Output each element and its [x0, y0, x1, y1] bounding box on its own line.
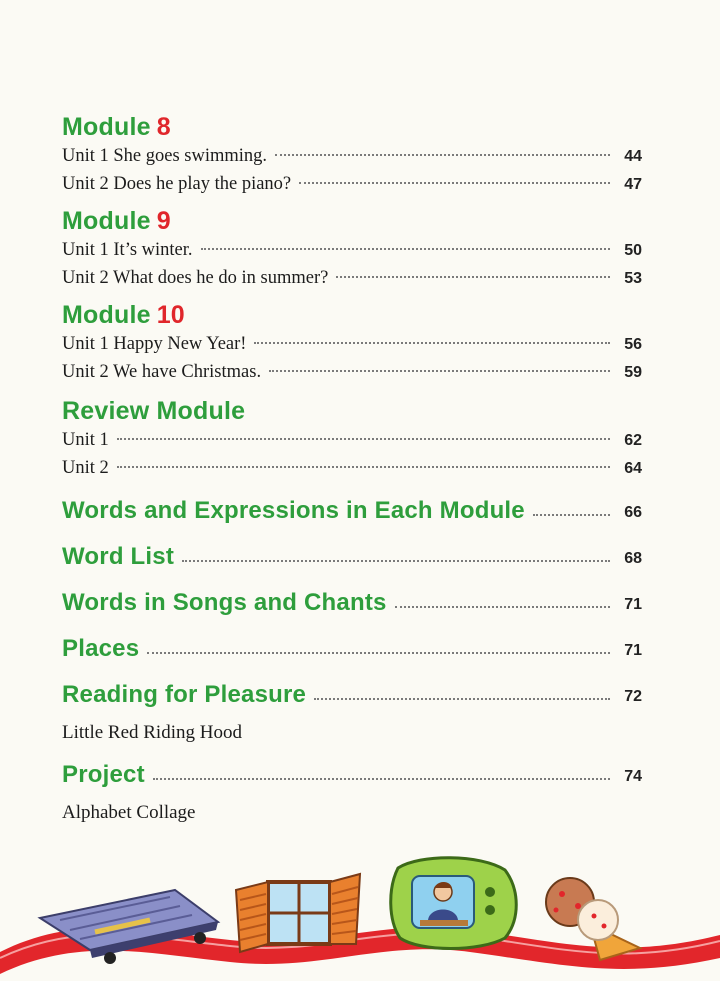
dot-leader: [275, 154, 610, 156]
section-label: Word List: [62, 543, 175, 570]
dot-leader: [117, 438, 610, 440]
page-number: 64: [624, 460, 642, 477]
section-label: Reading for Pleasure: [62, 681, 307, 708]
page-number: 62: [624, 432, 642, 449]
module-label: Module: [62, 207, 151, 235]
toc-entry-review-unit-1[interactable]: [62, 426, 642, 454]
dot-leader: [269, 370, 610, 372]
toc-entry-module-9-unit-1[interactable]: [62, 236, 642, 264]
toc-section-reading-for-pleasure[interactable]: [62, 672, 642, 718]
module-label: Module: [62, 301, 151, 329]
toc-entry-module-9-unit-2[interactable]: [62, 264, 642, 292]
toc-section-words-and-expressions[interactable]: [62, 488, 642, 534]
module-9-heading: [62, 206, 642, 236]
dot-leader: [117, 466, 610, 468]
toc-entry-review-unit-2[interactable]: [62, 454, 642, 482]
page-number: 74: [624, 768, 642, 785]
toc-section-words-in-songs[interactable]: [62, 580, 642, 626]
television-icon: [391, 858, 517, 949]
module-8-heading: [62, 112, 642, 142]
toc-list: [62, 112, 642, 832]
module-number: 10: [156, 301, 185, 329]
section-label: Words in Songs and Chants: [62, 589, 387, 616]
dot-leader: [182, 560, 610, 562]
entry-label: Unit 2 We have Christmas.: [62, 362, 262, 382]
section-label: Words and Expressions in Each Module: [62, 497, 525, 524]
module-number: 9: [156, 207, 171, 235]
entry-label: Unit 1 She goes swimming.: [62, 146, 268, 166]
page-number: 50: [624, 242, 642, 259]
entry-label: Unit 1 It’s winter.: [62, 240, 193, 260]
section-label: Project: [62, 761, 145, 788]
page-number: 56: [624, 336, 642, 353]
page-number: 71: [624, 642, 642, 659]
toc-entry-module-8-unit-2[interactable]: [62, 170, 642, 198]
dot-leader: [314, 698, 610, 700]
page-number: 47: [624, 176, 642, 193]
toc-section-places[interactable]: [62, 626, 642, 672]
entry-label: Unit 2: [62, 458, 109, 478]
section-label: Places: [62, 635, 140, 662]
dot-leader: [336, 276, 610, 278]
entry-label: Unit 2 What does he do in summer?: [62, 268, 329, 288]
dot-leader: [395, 606, 610, 608]
entry-label: Unit 1 Happy New Year!: [62, 334, 247, 354]
review-module-heading: Review Module: [62, 397, 246, 425]
dot-leader: [201, 248, 610, 250]
toc-section-project[interactable]: [62, 752, 642, 798]
reading-subtitle: Little Red Riding Hood: [62, 722, 242, 743]
page-number: 71: [624, 596, 642, 613]
toc-entry-module-10-unit-2[interactable]: [62, 358, 642, 386]
window-icon: [236, 874, 360, 952]
decorative-illustration: [0, 840, 720, 981]
dot-leader: [533, 514, 610, 516]
page-number: 44: [624, 148, 642, 165]
page-number: 72: [624, 688, 642, 705]
toc-entry-module-10-unit-1[interactable]: [62, 330, 642, 358]
page-number: 53: [624, 270, 642, 287]
page-number: 68: [624, 550, 642, 567]
toc-section-word-list[interactable]: [62, 534, 642, 580]
dot-leader: [299, 182, 610, 184]
module-10-heading: [62, 300, 642, 330]
page-number: 66: [624, 504, 642, 521]
dot-leader: [254, 342, 610, 344]
module-number: 8: [156, 113, 171, 141]
project-subtitle: Alphabet Collage: [62, 802, 196, 823]
entry-label: Unit 2 Does he play the piano?: [62, 174, 292, 194]
entry-label: Unit 1: [62, 430, 109, 450]
module-label: Module: [62, 113, 151, 141]
page-number: 59: [624, 364, 642, 381]
toc-entry-module-8-unit-1[interactable]: [62, 142, 642, 170]
dot-leader: [153, 778, 610, 780]
dot-leader: [147, 652, 610, 654]
